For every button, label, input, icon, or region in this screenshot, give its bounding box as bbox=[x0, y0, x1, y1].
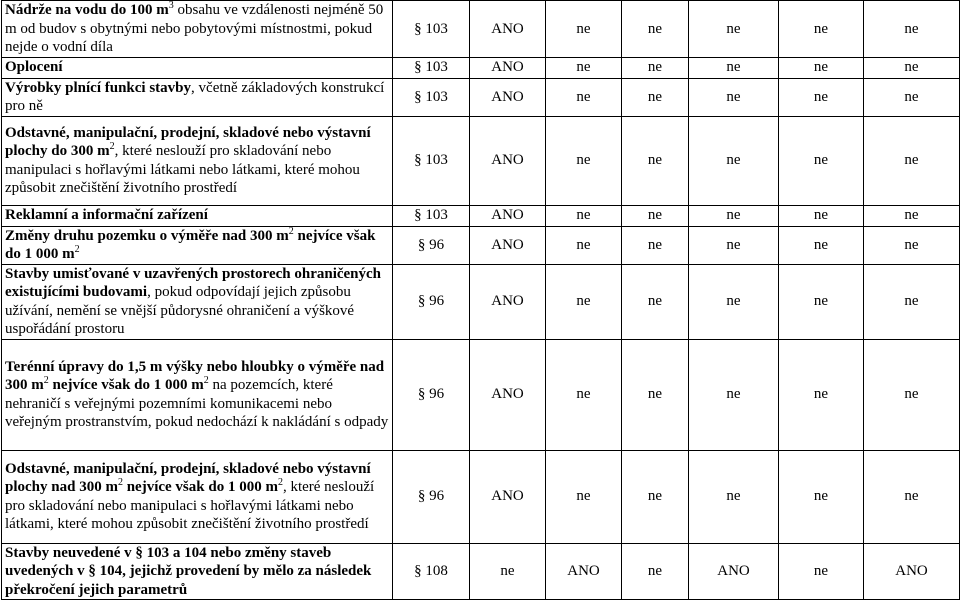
value-cell: ne bbox=[622, 226, 689, 264]
value-cell: ne bbox=[779, 78, 864, 116]
description-desc-sup2: 2 bbox=[203, 375, 209, 386]
row-description bbox=[2, 57, 393, 78]
description-desc-bold: Terénní úpravy do 1,5 m výšky nebo hloubky o výměře nad 300 m bbox=[5, 358, 385, 393]
description-desc-bold2: nejvíce však do 1 000 m bbox=[122, 479, 278, 495]
description-desc-bold: Stavby neuvedené v § 103 a 104 nebo změny staveb uvedených v § 104, jejichž provedení by mělo za následek překročení jejich parametrů bbox=[5, 544, 372, 598]
value-cell: ne bbox=[622, 339, 689, 450]
paragraph-cell: § 96 bbox=[393, 450, 470, 543]
value-cell: ANO bbox=[470, 1, 546, 58]
row-description bbox=[2, 78, 393, 116]
paragraph-cell: § 108 bbox=[393, 543, 470, 600]
value-cell: ne bbox=[622, 1, 689, 58]
value-cell: ANO bbox=[470, 205, 546, 226]
description-desc-rest: , které neslouží pro skladování nebo manipulaci s hořlavými látkami nebo látkami, které mohou způsobit znečištění životního prostředí bbox=[5, 479, 375, 532]
value-cell: ne bbox=[689, 205, 779, 226]
description-desc-bold: Odstavné, manipulační, prodejní, skladové nebo výstavní plochy nad 300 m bbox=[5, 460, 371, 495]
value-cell: ne bbox=[779, 1, 864, 58]
value-cell: ne bbox=[546, 116, 622, 205]
value-cell: ne bbox=[779, 543, 864, 600]
description-desc-bold: Stavby umisťované v uzavřených prostorech ohraničených existujícími budovami bbox=[5, 265, 382, 300]
description-desc-sup: 2 bbox=[109, 141, 115, 152]
value-cell: ANO bbox=[470, 450, 546, 543]
description-desc-sup: 3 bbox=[168, 0, 174, 11]
value-cell: ANO bbox=[470, 57, 546, 78]
value-cell: ne bbox=[779, 57, 864, 78]
description-desc-rest: , které neslouží pro skladování nebo manipulaci s hořlavými látkami nebo látkami, které mohou způsobit znečištění životního prostředí bbox=[5, 143, 360, 196]
value-cell: ANO bbox=[470, 116, 546, 205]
value-cell: ne bbox=[779, 205, 864, 226]
value-cell: ne bbox=[622, 543, 689, 600]
table-row bbox=[2, 57, 960, 78]
value-cell: ne bbox=[689, 450, 779, 543]
value-cell: ANO bbox=[470, 264, 546, 339]
value-cell: ne bbox=[622, 116, 689, 205]
table-row bbox=[2, 226, 960, 264]
value-cell: ne bbox=[864, 264, 960, 339]
value-cell: ne bbox=[622, 450, 689, 543]
description-desc-sup: 2 bbox=[288, 225, 294, 237]
description-desc-bold2: nejvíce však do 1 000 m bbox=[48, 377, 204, 393]
paragraph-cell: § 103 bbox=[393, 57, 470, 78]
value-cell: ne bbox=[546, 1, 622, 58]
value-cell: ANO bbox=[470, 78, 546, 116]
description-desc-bold: Nádrže na vodu do 100 m bbox=[5, 2, 169, 18]
value-cell: ne bbox=[864, 57, 960, 78]
paragraph-cell: § 103 bbox=[393, 1, 470, 58]
value-cell: ne bbox=[546, 264, 622, 339]
row-description bbox=[2, 264, 393, 339]
value-cell: ANO bbox=[689, 543, 779, 600]
value-cell: ne bbox=[779, 226, 864, 264]
paragraph-cell: § 103 bbox=[393, 116, 470, 205]
value-cell: ne bbox=[689, 226, 779, 264]
table-row bbox=[2, 116, 960, 205]
description-desc-sup2: 2 bbox=[277, 477, 283, 488]
row-description bbox=[2, 339, 393, 450]
description-desc-rest: obsahu ve vzdálenosti nejméně 50 m od budov s obytnými nebo pobytovými místnostmi, pokud nejde o vodní díla bbox=[5, 2, 384, 55]
value-cell: ne bbox=[622, 205, 689, 226]
description-desc-bold: Reklamní a informační zařízení bbox=[5, 207, 208, 224]
value-cell: ne bbox=[779, 116, 864, 205]
value-cell: ne bbox=[470, 543, 546, 600]
row-description bbox=[2, 450, 393, 543]
value-cell: ne bbox=[779, 450, 864, 543]
value-cell: ANO bbox=[470, 226, 546, 264]
table-row bbox=[2, 543, 960, 600]
value-cell: ANO bbox=[470, 339, 546, 450]
value-cell: ne bbox=[689, 1, 779, 58]
table-row bbox=[2, 78, 960, 116]
table-row bbox=[2, 1, 960, 58]
value-cell: ne bbox=[864, 78, 960, 116]
row-description bbox=[2, 116, 393, 205]
value-cell: ne bbox=[864, 205, 960, 226]
value-cell: ANO bbox=[864, 543, 960, 600]
paragraph-cell: § 96 bbox=[393, 226, 470, 264]
description-desc-bold: Výrobky plnící funkci stavby bbox=[5, 79, 192, 96]
value-cell: ne bbox=[546, 339, 622, 450]
description-desc-bold: Změny druhu pozemku o výměře nad 300 m bbox=[5, 227, 289, 244]
description-desc-sup: 2 bbox=[43, 375, 49, 386]
description-desc-sup2: 2 bbox=[74, 244, 80, 255]
value-cell: ne bbox=[546, 78, 622, 116]
value-cell: ne bbox=[864, 1, 960, 58]
value-cell: ne bbox=[779, 264, 864, 339]
value-cell: ne bbox=[779, 339, 864, 450]
description-desc-sup: 2 bbox=[117, 477, 123, 488]
table-row bbox=[2, 205, 960, 226]
value-cell: ne bbox=[546, 450, 622, 543]
value-cell: ne bbox=[546, 205, 622, 226]
description-desc-bold: Odstavné, manipulační, prodejní, skladové nebo výstavní plochy do 300 m bbox=[5, 124, 371, 159]
row-description bbox=[2, 1, 393, 58]
row-description bbox=[2, 226, 393, 264]
permit-table bbox=[1, 0, 960, 600]
value-cell: ne bbox=[864, 450, 960, 543]
description-desc-rest: , pokud odpovídají jejich způsobu užívání, nemění se vnější půdorysné ohraničení a výškové uspořádání prostoru bbox=[5, 284, 355, 337]
permit-table-body bbox=[2, 1, 960, 600]
value-cell: ne bbox=[689, 116, 779, 205]
row-description bbox=[2, 543, 393, 600]
table-row bbox=[2, 450, 960, 543]
value-cell: ne bbox=[689, 78, 779, 116]
value-cell: ne bbox=[622, 78, 689, 116]
value-cell: ne bbox=[689, 339, 779, 450]
value-cell: ne bbox=[864, 339, 960, 450]
value-cell: ne bbox=[689, 57, 779, 78]
value-cell: ne bbox=[622, 57, 689, 78]
value-cell: ne bbox=[864, 116, 960, 205]
row-description bbox=[2, 205, 393, 226]
value-cell: ANO bbox=[546, 543, 622, 600]
value-cell: ne bbox=[546, 226, 622, 264]
paragraph-cell: § 103 bbox=[393, 205, 470, 226]
paragraph-cell: § 103 bbox=[393, 78, 470, 116]
paragraph-cell: § 96 bbox=[393, 339, 470, 450]
value-cell: ne bbox=[689, 264, 779, 339]
description-desc-rest: , včetně základových konstrukcí pro ně bbox=[5, 79, 385, 114]
description-desc-rest: na pozemcích, které nehraničí s veřejnými pozemními komunikacemi nebo veřejným prostranstvím, pokud nedochází k nakládání s odpady bbox=[5, 377, 389, 430]
description-desc-bold: Oplocení bbox=[5, 59, 63, 76]
value-cell: ne bbox=[546, 57, 622, 78]
table-row bbox=[2, 264, 960, 339]
paragraph-cell: § 96 bbox=[393, 264, 470, 339]
value-cell: ne bbox=[622, 264, 689, 339]
table-row bbox=[2, 339, 960, 450]
value-cell: ne bbox=[864, 226, 960, 264]
description-desc-bold2: nejvíce však do 1 000 m bbox=[5, 227, 376, 262]
